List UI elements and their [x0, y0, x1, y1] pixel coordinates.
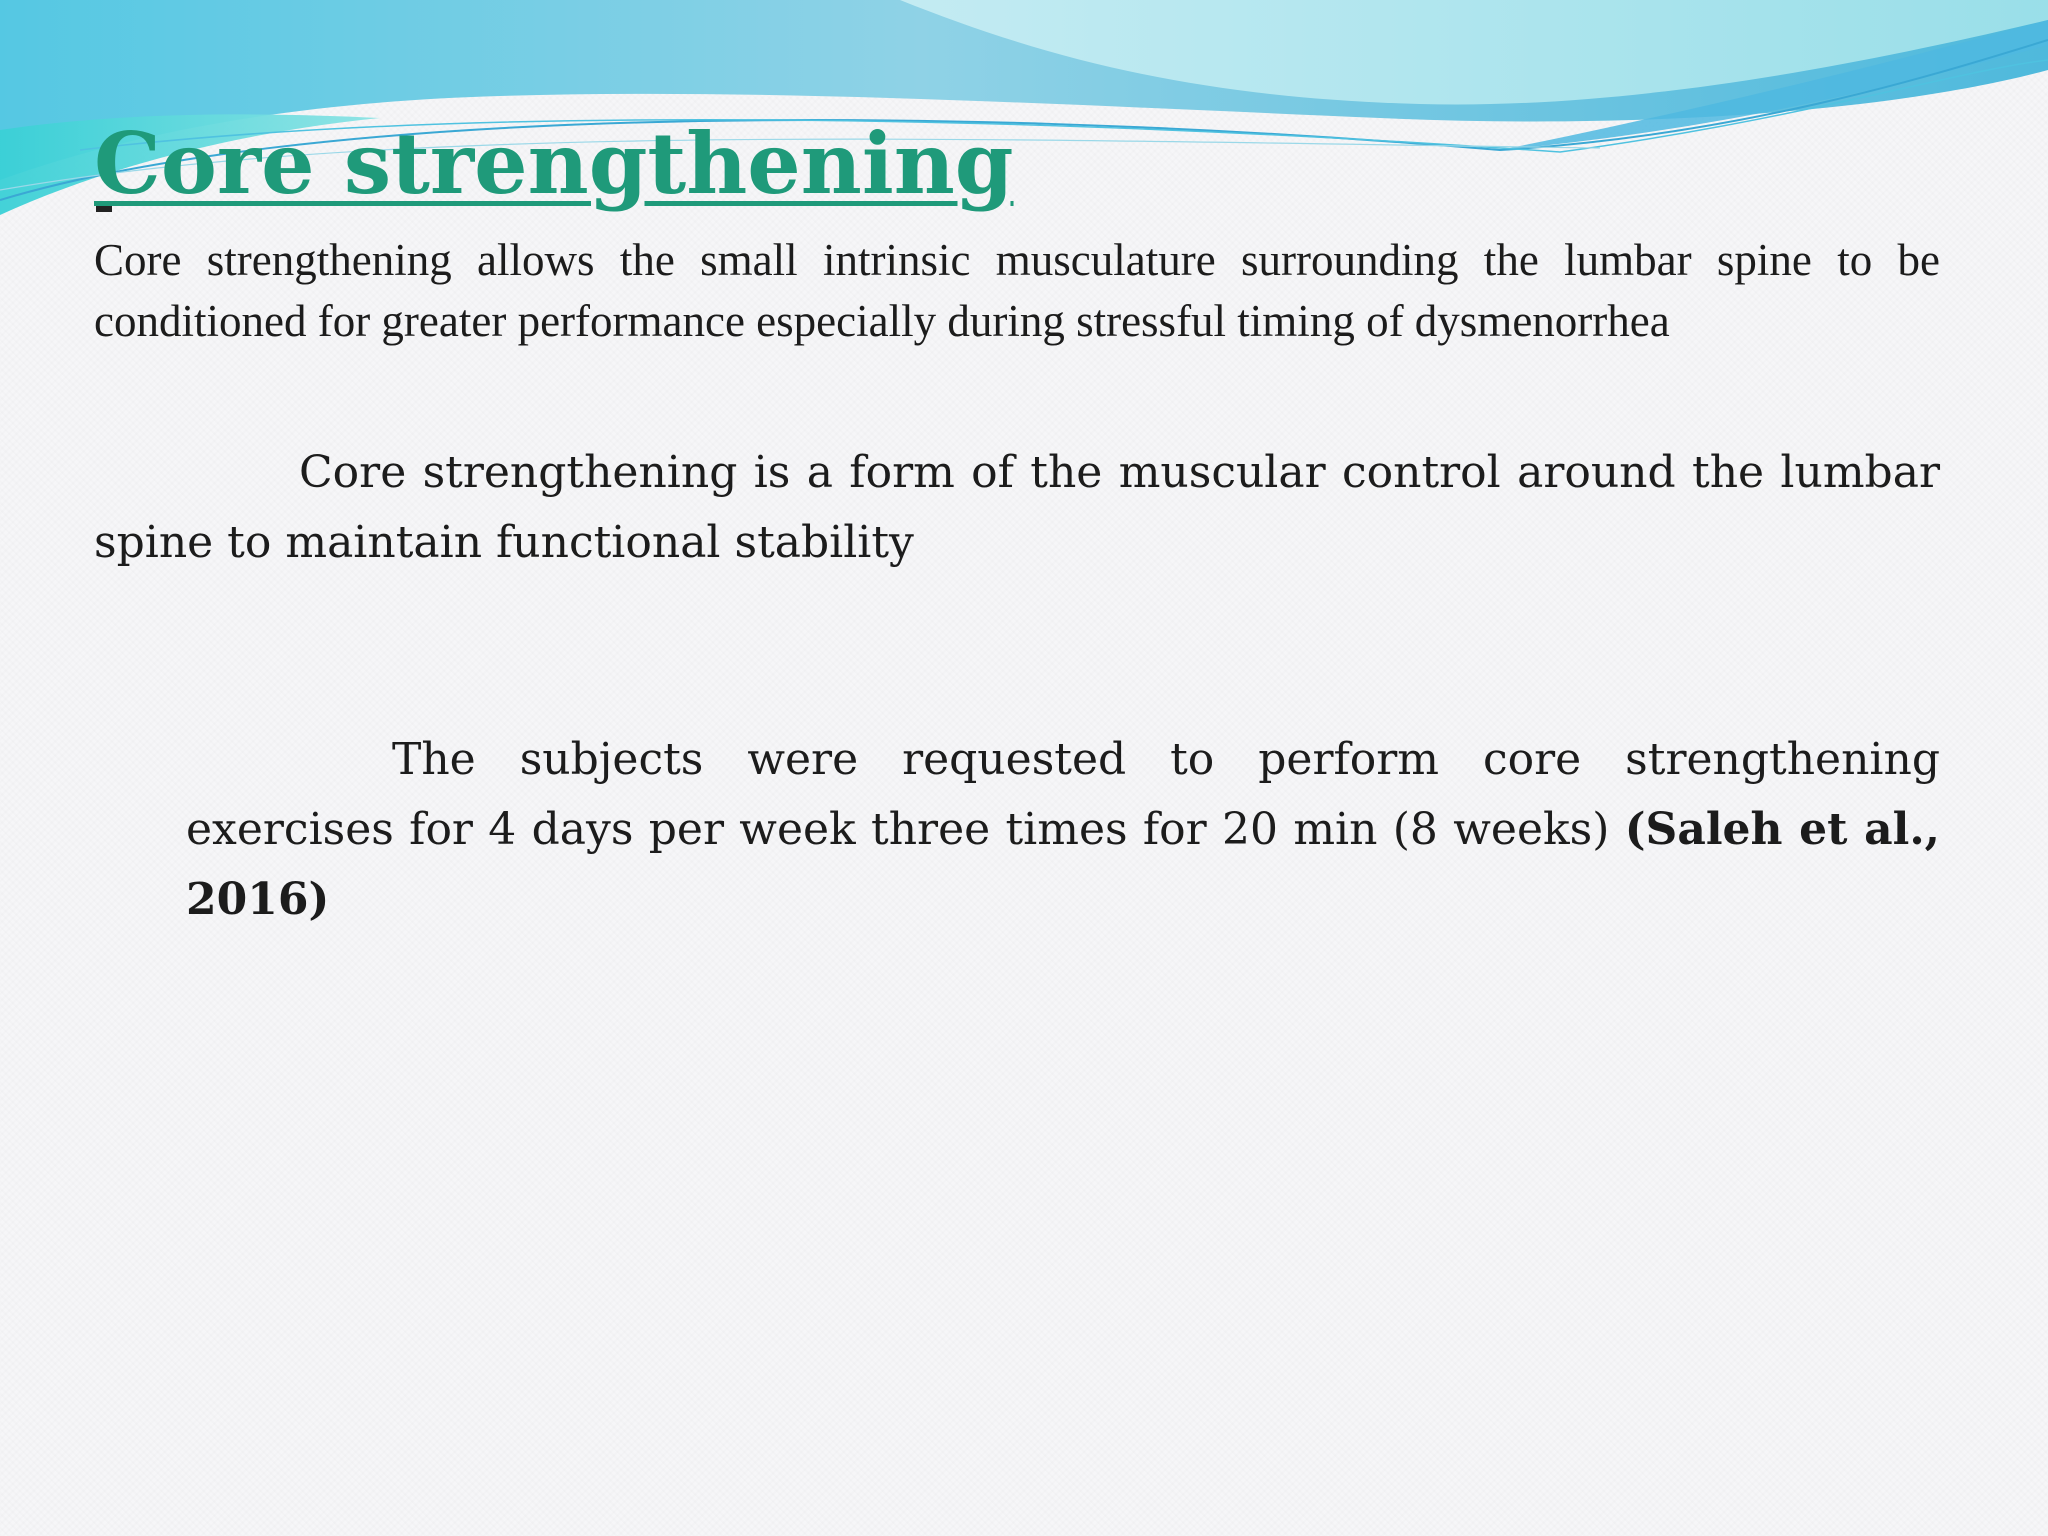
paragraph-core-muscular-control: Core strengthening is a form of the muscular control around the lumbar spine to maintain functional stability	[94, 447, 1940, 568]
protocol-text: The subjects were requested to perform core strengthening exercises for 4 days per week three times for 20 min (8 weeks)	[186, 734, 1940, 855]
paragraph-core-definition: Core strengthening allows the small intrinsic musculature surrounding the lumbar spine to be conditioned for greater performance especially during stressful timing of dysmenorrhea	[94, 235, 1940, 346]
slide-title: Core strengthening	[94, 114, 1014, 213]
citation: (Saleh et al., 2016)	[186, 804, 1941, 925]
paragraph-exercise-protocol	[186, 725, 1940, 935]
